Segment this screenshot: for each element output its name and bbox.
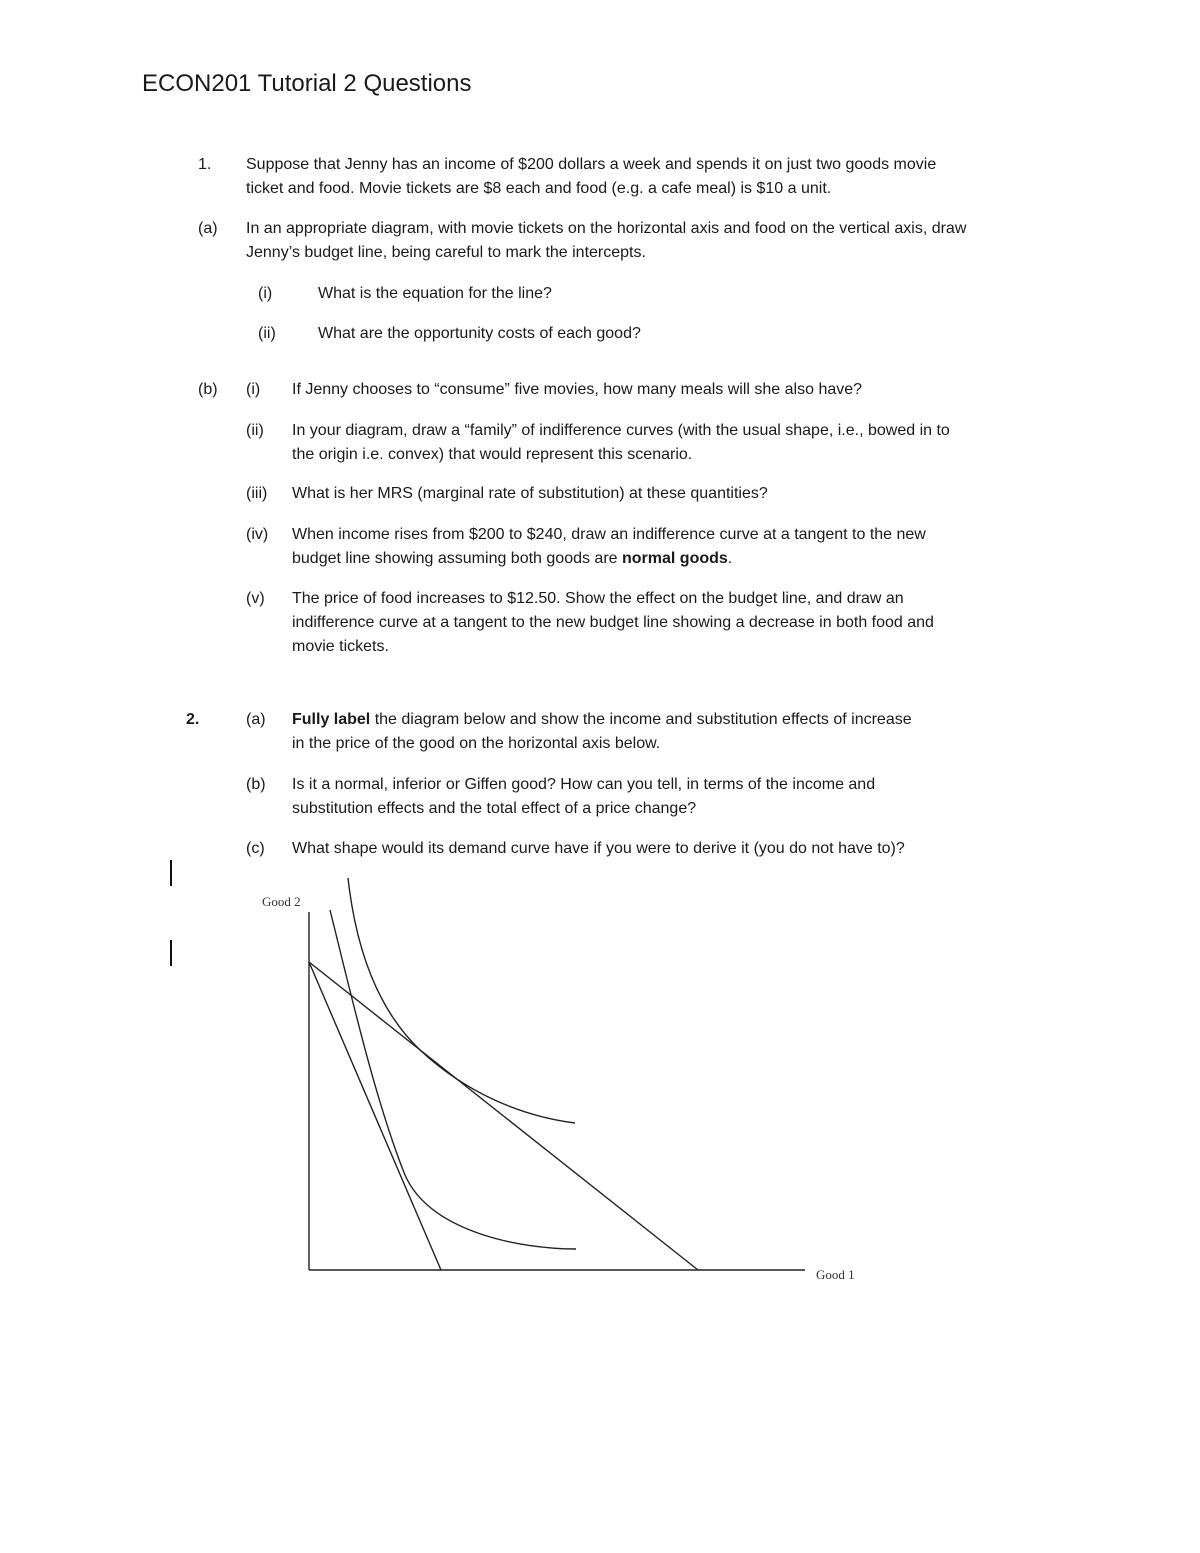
q1b-v-label: (v)	[246, 590, 265, 607]
q2a-bold: Fully label	[292, 711, 371, 728]
q1b-iv-line2-bold: normal goods	[622, 550, 728, 567]
q2a-label: (a)	[246, 711, 266, 728]
q1a-text-line1: In an appropriate diagram, with movie tickets on the horizontal axis and food on the vertical axis, draw	[246, 220, 967, 237]
y-axis-label: Good 2	[262, 894, 301, 909]
q1b-iv-line1: When income rises from $200 to $240, draw an indifference curve at a tangent to the new	[292, 526, 926, 543]
q1a-ii-label: (ii)	[258, 325, 276, 342]
x-axis-label: Good 1	[816, 1267, 855, 1282]
q1b-iii-label: (iii)	[246, 485, 268, 502]
q1-text-line1: Suppose that Jenny has an income of $200 dollars a week and spends it on just two goods movie	[246, 156, 937, 173]
q1b-i-text: If Jenny chooses to “consume” five movies, how many meals will she also have?	[292, 381, 863, 398]
q1b-label: (b)	[198, 381, 218, 398]
q1b-iv-line2-post: .	[727, 550, 733, 567]
q1a-label: (a)	[198, 220, 218, 237]
q1b-v-line1: The price of food increases to $12.50. Show the effect on the budget line, and draw an	[292, 590, 904, 607]
q2a-line2: in the price of the good on the horizontal axis below.	[292, 735, 661, 752]
indifference-curve-lower	[330, 910, 576, 1249]
q1b-iii-text: What is her MRS (marginal rate of substitution) at these quantities?	[292, 485, 768, 502]
budget-line-original	[309, 962, 698, 1270]
q2c-label: (c)	[246, 840, 265, 857]
q1a-i-text: What is the equation for the line?	[318, 285, 552, 302]
q1b-i-label: (i)	[246, 381, 261, 398]
q1-text-line2: ticket and food. Movie tickets are $8 each and food (e.g. a cafe meal) is $10 a unit.	[246, 180, 832, 197]
q1b-iv-line2-pre: budget line showing assuming both goods are	[292, 550, 622, 567]
q2c-text: What shape would its demand curve have if you were to derive it (you do not have to)?	[292, 840, 905, 857]
q1a-i-label: (i)	[258, 285, 273, 302]
q1a-ii-text: What are the opportunity costs of each good?	[318, 325, 641, 342]
q1b-ii-label: (ii)	[246, 422, 264, 439]
q2b-label: (b)	[246, 776, 266, 793]
q2-number: 2.	[186, 711, 200, 728]
q1-number: 1.	[198, 156, 212, 173]
page-title: ECON201 Tutorial 2 Questions	[142, 70, 472, 97]
q2a-line1-rest: the diagram below and show the income and substitution effects of increase	[370, 711, 912, 728]
indifference-curve-upper	[348, 878, 575, 1123]
q1b-v-line2: indifference curve at a tangent to the new budget line showing a decrease in both food and	[292, 614, 934, 631]
q1b-iv-label: (iv)	[246, 526, 269, 543]
q1a-text-line2: Jenny’s budget line, being careful to mark the intercepts.	[246, 244, 646, 261]
q1b-ii-line2: the origin i.e. convex) that would represent this scenario.	[292, 446, 693, 463]
q2b-line2: substitution effects and the total effect of a price change?	[292, 800, 697, 817]
q2b-line1: Is it a normal, inferior or Giffen good? How can you tell, in terms of the income and	[292, 776, 876, 793]
budget-line-pivoted	[309, 962, 441, 1270]
q1b-v-line3: movie tickets.	[292, 638, 389, 655]
q1b-ii-line1: In your diagram, draw a “family” of indifference curves (with the usual shape, i.e., bowed in to	[292, 422, 950, 439]
